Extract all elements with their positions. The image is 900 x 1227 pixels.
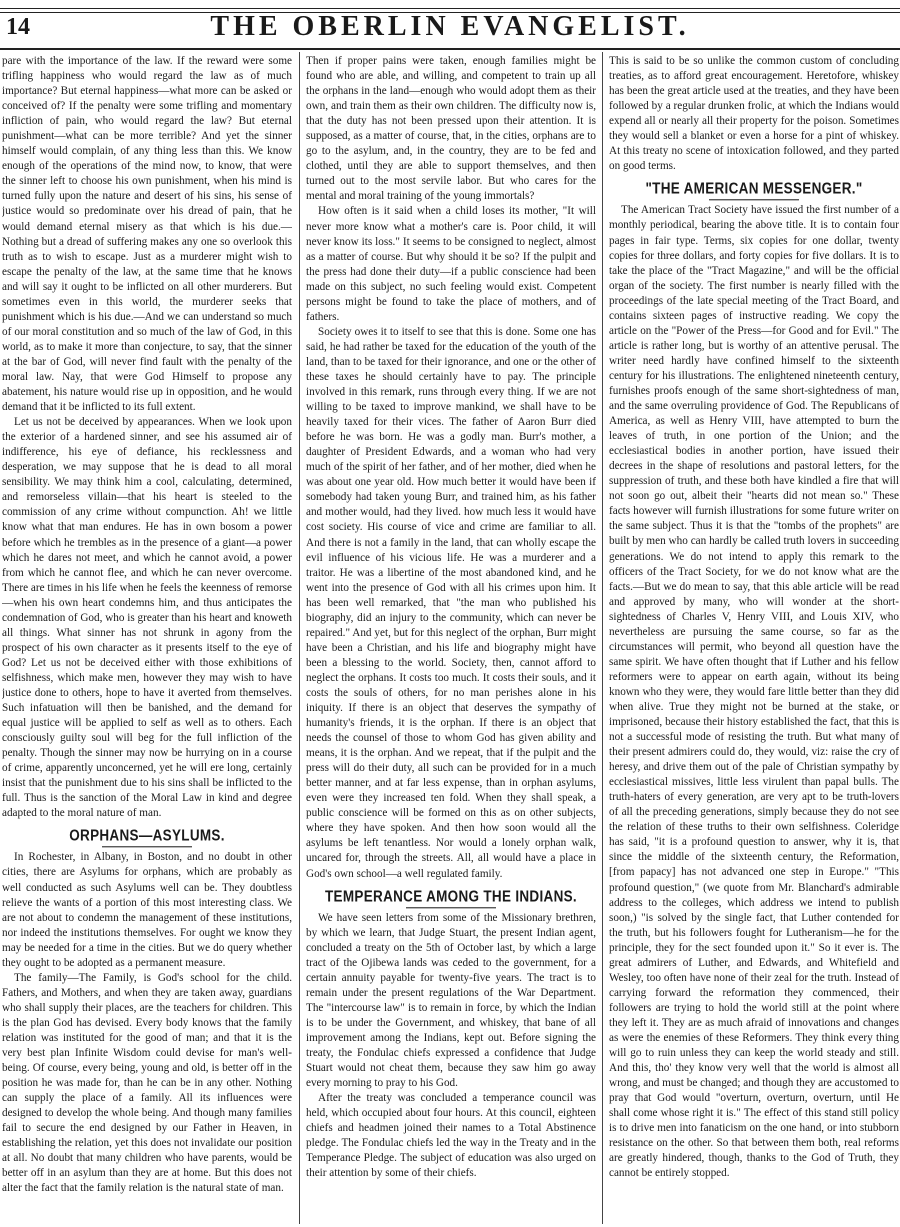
- page-number: 14: [6, 14, 30, 40]
- orphans-paragraph-3: Then if proper pains were taken, enough families might be found who are able, and willing, and competent to train up all the orphans in the land—enough who would adopt them as their own, and train them as their own children. The difficulty now is, that the duty has not been pressed upon their attention. It is supposed, as a matter of course, that, in the cities, orphans are to go to the asylum, and, in the country, they are to be fed and clothed, until they are able to support themselves, and then turned out to the most servile labor. But who cares for the mental and moral training of the young immortals?: [306, 55, 596, 203]
- article-columns: [0, 54, 900, 1224]
- column-2: [306, 54, 596, 1224]
- orphans-paragraph-4: How often is it said when a child loses its mother, "It will never more know what a mother's care is. Poor child, it will never know its loss." It seems to be consigned to neglect, almost as a matter of course. But why should it be so? If the pulpit and the press had done their duty—if a public conscience had been made on this subject, no such feeling would exist. Competent persons might be found to take the place of mothers, and of fathers.: [306, 205, 596, 323]
- orphans-asylums-heading: ORPHANS—ASYLUMS.: [2, 827, 292, 848]
- column-3: [609, 54, 899, 1224]
- temperance-indians-heading: TEMPERANCE AMONG THE INDIANS.: [306, 887, 596, 908]
- temperance-paragraph-2: After the treaty was concluded a temperance council was held, which occupied about four hours. At this council, eighteen chiefs and headmen joined their names to a Total Abstinence pledge. The Fondulac chiefs led the way in the Treaty and in the Temperance Pledge. The subject of education was also urged on their attention by some of their chiefs.: [306, 1092, 596, 1180]
- temperance-paragraph-1: We have seen letters from some of the Missionary brethren, by which we learn, that Judge Stuart, the present Indian agent, concluded a treaty on the 5th of October last, by which a large tract of the Ojibewa lands was ceded to the government, for a certain annuity payable for twenty-five years. The tract is to remain under the present regulations of the War Department. The "intercourse law" is to remain in force, by which the Indian is to be under the Government, and whiskey, that bane of all improvement among the Indians, kept out. Before signing the treaty, the Fondulac chiefs expressed a confidence that Judge Stuart would not cheat them, because they saw him go away every morning to pray to his God.: [306, 911, 596, 1090]
- temperance-paragraph-3: This is said to be so unlike the common custom of concluding treaties, as to afford great encouragement. Heretofore, whiskey has been the great article used at the treaties, and they have been followed by a regular drunken frolic, at which the Indians would expend all or nearly all their property for the poison. Sometimes they would sell a blanket or even a horse for a pint of whiskey. At this treaty no scene of intoxication followed, and they parted on good terms.: [609, 55, 899, 173]
- american-messenger-paragraph: The American Tract Society have issued the first number of a monthly periodical, bearing the above title. It is to contain four pages in fair type. Terms, six copies for one dollar, twenty copies for three dollars, and forty copies for five dollars. It is to take the place of the "Tract Magazine," and will be the official organ of the society. The first number is nearly filled with the proceedings of the late special meeting of the Tract Board, and contains sixteen pages of instructive reading. We copy the article on the "Power of the Press—for Good and for Evil." The article is rather long, but is worthy of an attentive perusal. The writer need hardly have confined himself to the sixteenth century for his illustrations. The enlightened nineteenth century, furnishes proofs enough of the same short-sightedness of man, and the same overruling providence of God. The Republicans of America, as well as Henry VIII, have attempted to burn the leaves of truth, in one portion of the Union; and the ecclesiastical bodies in another portion, have issued their decrees in the shape of resolutions and pastoral letters, for the suppression of truth, and these both have kindled a fire that will not soon go out, albeit their "hearts did not mean so." These facts however will furnish illustrations for some future writer on the same subject. Thus it is that the "tombs of the prophets" are built by men who can hardly be called truth lovers in succeeding generations. We do not intend to apply this remark to the officers of the Tract Society, for we do not know what are the facts.—But we do mean to say, that this able article will be read and approved by many, who will wonder at the short-sightedness of Charles V, Henry VIII, and Louis XIV, who nevertheless are pursuing the same course, so far as the circumstances will permit, who beyond all question have the same spirit. We have often thought that if Luther and his fellow reformers were to appear on earth again, without its being known who they were, they would fare little better than they did when alive. True they might not be burned at the stake, or imprisoned, because their history established the fact, that this is not a successful mode of resisting the truth. But what many of their present admirers could do, they would, viz: raise the cry of heresy, and drive them out of the pale of Christian sympathy by ecclesiastical missives, little less virulent than papal bulls. The truth-haters of every generation, are very apt to be truth-lovers of all the preceding generations, simply because they do not see the relation of these truths to their own selfishness. Coleridge has said, "it is a profound question to answer, why it is, that since the middle of the sixteenth century, the Reformation, [from papacy] has not advanced one step in Europe." "This profound question," (we quote from Mr. Blanchard's admirable address to the colleges, which address we intend to publish soon,) "is solved by the single fact, that Luther contended for the truth, but his followers fought for Lutheranism—he for the principle, they for the sect founded upon it." So it ever is. The great admirers of Luther, and Edwards, and Whitefield and Wesley, too often have none of their zeal for the truth. Instead of carrying forward the reformation they commenced, their followers are trying to hold the world still at the point where they left it. They are as much afraid of innovations and changes as were the enemies of these Reformers. They think every thing will go to ruin unless they can keep the world steady and still. And this, tho' they know very well that the world is almost all wrong, and must be changed; and though they are accustomed to pray that God would "overturn, overturn, overturn, until He shall come whose right it is." The effect of this stand still policy is to drive men into fanaticism on the one hand, or into stubborn resistance on the other. So that between them both, real reforms are greatly hindered, though, thanks to the God of Truth, they cannot be entirely stopped.: [609, 204, 899, 1180]
- masthead: [0, 0, 900, 50]
- moral-law-paragraph-2: Let us not be deceived by appearances. When we look upon the exterior of a hardened sinner, and see his assumed air of indifference, his eye of defiance, his recklessness and desperation, we may suppose that he is dead to all moral sensibility. We may think him a cool, calculating, determined, and remorseless villain—that his heart is steeled to the commission of any crime without compunction. Ah! we little know what that man endures. He has in own bosom a power before which he trembles as in the presence of a giant—a power which he dares not meet, and which he cannot avoid, a power from which he cannot flee, and which he can never overcome. There are times in his life when he feels the keenness of remorse—when his own heart condemns him, and thus anticipates the condemnation of God, who is greater than his heart and knoweth all things. What sinner has not shrunk in agony from the prospect of his own character as it presents itself to the eye of God? Let us not be deceived either with those exhibitions of selfishness, which make men, however they may wish to have justice done to others, hope to have it averted from themselves. Such infatuation will then be banished, and the demand for equal justice will be applied to self as well as to others. Each consciously guilty soul will beg for the full infliction of the penalty. Though the sinner may now be hurrying on in a course of crime, apparently unconcerned, yet he will ere long, certainly insist that the punishment due to his sins shall be inflicted to the full. Thus is the sanction of the Moral Law in kind and degree adapted to the moral nature of man.: [2, 416, 292, 820]
- moral-law-paragraph-1: pare with the importance of the law. If the reward were some trifling happiness who would regard the law as of much importance? But eternal happiness—what more can be asked or conceived of? If the penalty were some trifling and momentary infliction of pain, who would regard the law? But eternal punishment—what can be more terrible? And yet the sinner himself would complain, of any thing less than this. We know enough of the operations of the mind now, to know, that were the sinner left to choose his own punishment, when his mind is turned fully upon the nature and desert of his sins, his sense of justice would so predominate over his dread of pain, that he would demand eternal misery as that which is his due.—Nothing but a dread of suffering makes any one so overlook this truth as to wish to escape. Just as a murderer might wish to escape the penalty of the law, at the same time that he knows and will say it ought to be inflicted on all other murderers. But sometimes even in this world, the murderer seeks that punishment which is his due.—And we can understand so much of our moral constitution and so much of the law of God, in this world, as to make it more than conjecture, to say, that the sinner at the bar of God, will never find fault with the penalty of the moral law. Nay, that were God Himself to propose any abatement, his nature would rise up in opposition, and he would demand that it be inflicted to its full extent.: [2, 55, 292, 414]
- column-1: [2, 54, 292, 1224]
- orphans-paragraph-5: Society owes it to itself to see that this is done. Some one has said, he had rather be taxed for the education of the youth of the land, than to be taxed for their ignorance, and one or the other of these taxes he should certainly have to pay. The principle involved in this remark, runs through every thing. If we are not willing to be taxed to improve mankind, we shall have to be heavily taxed for their vices. The father of Aaron Burr died before he was born. He was a godly man. Burr's mother, a daughter of President Edwards, and a woman who had very much of the spirit of her father, and of her mother, died when he was about one year old. How much better it would have been if somebody had taken young Burr, and trained him, as his father and mother would, had they lived. how much less it would have cost society. His course of vice and crime are familiar to all. And there is not a family in the land, that can wholly escape the evil influence of his vicious life. He was a murderer and a traitor. He was a libertine of the most abandoned kind, and he went into the presence of God with all his crimes upon him. It has been well remarked, that "the man who published his biography, did an injury to the community, which can never be repaired." And yet, but for this neglect of the orphan, Burr might have been a Christian, and his life and biography might have been a blessing to the world. Society, then, cannot afford to neglect the orphans. It costs too much. It costs their souls, and it costs the souls of others, for no man perishes alone in his iniquity. If there is an object that deserves the sympathy of humanity's friends, it is the orphan. If there is an object that needs the counsel of those to whom God has given ability and means, it is the orphan. And we repeat, that if the pulpit and the press will do their duty, all such can be provided for in a much better manner, and at far less expense, than in orphan asylums, even were they increased ten fold. When they shall speak, a public conscience will be formed on this as on other subjects, where they have spoken. And then how soon would all the asylums be left tenantless. Nor would a lonely orphan walk, uncared for, through the streets. All, all would have a place in God's own school—a well regulated family.: [306, 325, 596, 880]
- orphans-paragraph-2: The family—The Family, is God's school for the child. Fathers, and Mothers, and when they are taken away, guardians who shall supply their places, are the teachers for children. This is the plan God has devised. Every body knows that the family relation was instituted for the good of man; and that it is the very best plan Infinite Wisdom could devise for man's well-being. Of course, every being, young and old, is better off in the position he was made for, than he can be in any other. Nothing can supply the place of a family. All its influences were designed to develop the whole being. And though many families fail to secure the end designed by our Father in Heaven, in establishing the relation, yet this does not invalidate our position at all. No doubt that many children who have parents, would be better off in an asylum than they are at home. But this does not alter the fact that the family relation is the natural state of man.: [2, 971, 292, 1195]
- newspaper-title: THE OBERLIN EVANGELIST.: [210, 11, 690, 42]
- orphans-paragraph-1: In Rochester, in Albany, in Boston, and no doubt in other cities, there are Asylums for orphans, which are probably as well conducted as such Asylums well can be. They doubtless relieve the wants of a portion of this most interesting class. We are not about to condemn the management of these institutions, nor indeed the institutions themselves. For ought we know they may be needed for a time in the cities. But we do query whether they ought to be adopted as a permanent measure.: [2, 851, 292, 969]
- masthead-bottom-rule: [0, 48, 900, 50]
- american-messenger-heading: "THE AMERICAN MESSENGER.": [609, 180, 899, 201]
